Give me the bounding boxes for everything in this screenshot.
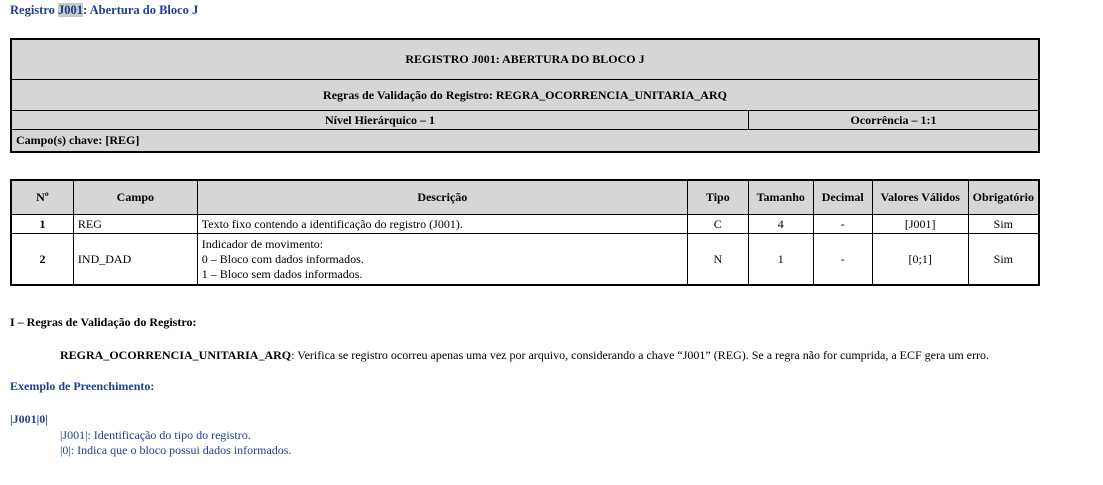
col-header-decimal: Decimal bbox=[813, 180, 872, 215]
hierarchy-level: Nível Hierárquico – 1 bbox=[11, 111, 749, 130]
key-fields: Campo(s) chave: [REG] bbox=[11, 130, 1039, 153]
rule-name: REGRA_OCORRENCIA_UNITARIA_ARQ bbox=[60, 348, 292, 362]
col-header-obrigatorio: Obrigatório bbox=[968, 180, 1039, 215]
col-header-tamanho: Tamanho bbox=[748, 180, 813, 215]
fields-table bbox=[10, 179, 1040, 286]
cell-descricao bbox=[197, 234, 687, 286]
cell-tipo: N bbox=[687, 234, 748, 286]
table-row bbox=[11, 215, 1039, 234]
descricao-line: Indicador de movimento: bbox=[201, 236, 324, 251]
cell-valores: [J001] bbox=[872, 215, 968, 234]
cell-tamanho: 4 bbox=[748, 215, 813, 234]
cell-tamanho: 1 bbox=[748, 234, 813, 286]
example-code: |J001|0| bbox=[10, 412, 48, 426]
register-title: REGISTRO J001: ABERTURA DO BLOCO J bbox=[11, 39, 1039, 80]
descricao-line: 1 – Bloco sem dados informados. bbox=[201, 266, 363, 281]
cell-decimal: - bbox=[813, 215, 872, 234]
col-header-valores: Valores Válidos bbox=[872, 180, 968, 215]
cell-descricao bbox=[197, 215, 687, 234]
example-line: |J001|: Identificação do tipo do registro. bbox=[60, 428, 251, 442]
register-rules: Regras de Validação do Registro: REGRA_OCORRENCIA_UNITARIA_ARQ bbox=[11, 80, 1039, 111]
cell-decimal: - bbox=[813, 234, 872, 286]
register-header-table bbox=[10, 38, 1040, 153]
rule-text: : Verifica se registro ocorreu apenas uma vez por arquivo, considerando a chave “J001” (REG). Se a regra não for cumprida, a ECF gera um erro. bbox=[291, 348, 989, 362]
col-header-tipo: Tipo bbox=[687, 180, 748, 215]
cell-campo: IND_DAD bbox=[73, 234, 197, 286]
example-line: |0|: Indica que o bloco possui dados informados. bbox=[60, 443, 292, 457]
cell-num: 2 bbox=[11, 234, 73, 286]
heading-suffix: : Abertura do Bloco J bbox=[83, 3, 199, 17]
cell-obrigatorio: Sim bbox=[968, 215, 1039, 234]
heading-prefix: Registro bbox=[10, 3, 59, 17]
validation-rules-title: I – Regras de Validação do Registro: bbox=[10, 315, 197, 329]
fields-table-header bbox=[11, 180, 1039, 215]
cell-valores: [0;1] bbox=[872, 234, 968, 286]
cell-obrigatorio: Sim bbox=[968, 234, 1039, 286]
page-heading bbox=[10, 3, 198, 18]
cell-campo: REG bbox=[73, 215, 197, 234]
occurrence: Ocorrência – 1:1 bbox=[749, 111, 1040, 130]
heading-code-highlight: J001 bbox=[58, 3, 84, 17]
validation-rule bbox=[60, 348, 989, 363]
col-header-campo: Campo bbox=[73, 180, 197, 215]
table-row bbox=[11, 234, 1039, 286]
col-header-descricao: Descrição bbox=[197, 180, 687, 215]
cell-num: 1 bbox=[11, 215, 73, 234]
example-title: Exemplo de Preenchimento: bbox=[10, 379, 155, 393]
descricao-line: Texto fixo contendo a identificação do registro (J001). bbox=[201, 216, 463, 231]
cell-tipo: C bbox=[687, 215, 748, 234]
descricao-line: 0 – Bloco com dados informados. bbox=[201, 251, 364, 266]
col-header-num: Nº bbox=[11, 180, 73, 215]
